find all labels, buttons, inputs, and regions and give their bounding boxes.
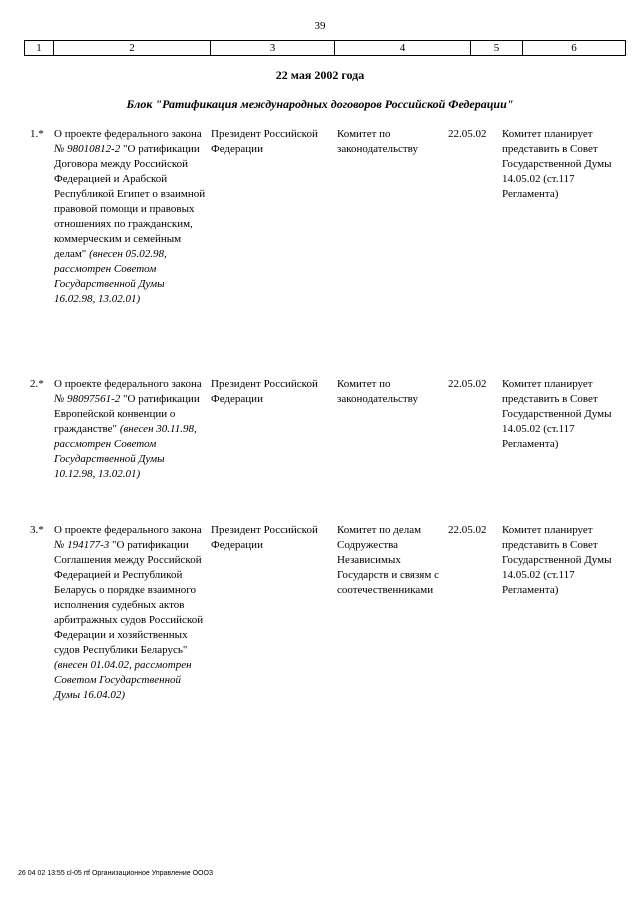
note: Комитет планирует представить в Совет Государственной Думы 14.05.02 (ст.117 Регламента) <box>502 524 612 596</box>
bill-number: № 98010812-2 <box>54 143 121 155</box>
bill-text: "О ратификации Соглашения между Российской Федерацией и Республикой Беларусь о порядке взаимного исполнения судебных актов арбитражных судов Российской Федерации и хозяйственных судов Республики Беларусь" <box>54 539 204 656</box>
block-heading: Блок "Ратификация международных договоров Российской Федерации" <box>126 97 514 111</box>
entry-number: 2.* <box>30 378 44 390</box>
bill-history: (внесен 05.02.98, рассмотрен Советом Государственной Думы 16.02.98, 13.02.01) <box>54 248 167 305</box>
entry-number: 3.* <box>30 524 44 536</box>
note: Комитет планирует представить в Совет Государственной Думы 14.05.02 (ст.117 Регламента) <box>502 378 612 450</box>
bill-number: № 98097561-2 <box>54 393 121 405</box>
bill-text: "О ратификации Европейской конвенции о гражданстве" <box>54 393 200 435</box>
footer: 26 04 02 13:55 cl-05 rtf Организационное Управление ОООЗ <box>18 870 214 877</box>
date-heading: 22 мая 2002 года <box>275 68 365 82</box>
bill-prefix: закона <box>171 128 202 140</box>
column-number: 3 <box>211 41 335 56</box>
column-number: 2 <box>54 41 211 56</box>
column-number: 4 <box>335 41 471 56</box>
date: 22.05.02 <box>448 524 487 536</box>
bill-title: О проекте федерального <box>54 378 169 390</box>
bill-text: "О ратификации Договора между Российской Федерацией и Арабской Республикой Египет о взаимной правовой помощи и правовых отношениях по гражданским, коммерческим и семейным делам" <box>54 143 206 260</box>
note: Комитет планирует представить в Совет Государственной Думы 14.05.02 (ст.117 Регламента) <box>502 128 612 200</box>
committee: Комитет по законодательству <box>337 128 418 155</box>
bill-description <box>54 523 208 703</box>
bill-number: № 194177-3 <box>54 539 110 551</box>
entry-number: 1.* <box>30 128 44 140</box>
initiator: Президент Российской Федерации <box>211 524 318 551</box>
bill-prefix: закона <box>171 524 202 536</box>
initiator: Президент Российской Федерации <box>211 128 318 155</box>
date: 22.05.02 <box>448 378 487 390</box>
bill-history: (внесен 30.11.98, рассмотрен Советом Государственной Думы 10.12.98, 13.02.01) <box>54 423 197 480</box>
bill-description <box>54 127 208 307</box>
bill-title: О проекте федерального <box>54 524 169 536</box>
column-number-header <box>24 40 626 56</box>
column-number: 5 <box>471 41 523 56</box>
date: 22.05.02 <box>448 128 487 140</box>
page-number: 39 <box>314 20 326 32</box>
bill-prefix: закона <box>171 378 202 390</box>
bill-history: (внесен 01.04.02, рассмотрен Советом Государственной Думы 16.04.02) <box>54 659 192 701</box>
column-number: 1 <box>25 41 54 56</box>
committee: Комитет по законодательству <box>337 378 418 405</box>
committee: Комитет по делам Содружества Независимых Государств и связям с соотечественниками <box>337 524 439 596</box>
column-number: 6 <box>523 41 626 56</box>
bill-title: О проекте федерального <box>54 128 169 140</box>
bill-description <box>54 377 208 482</box>
initiator: Президент Российской Федерации <box>211 378 318 405</box>
